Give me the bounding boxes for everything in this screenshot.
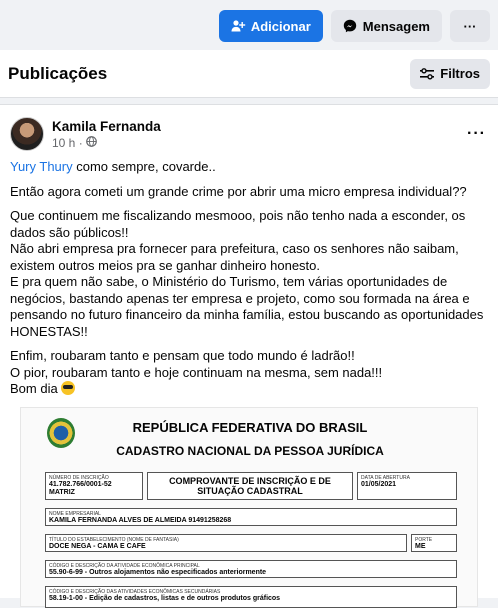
post-text	[0, 151, 498, 398]
post-options-button[interactable]: ···	[467, 125, 486, 142]
mention-rest: como sempre, covarde..	[72, 159, 216, 174]
cell-value: KAMILA FERNANDA ALVES DE ALMEIDA 91491258268	[49, 517, 232, 524]
post-header	[0, 105, 498, 151]
doc-cell-abertura	[357, 472, 457, 500]
add-person-icon	[231, 20, 245, 32]
sunglasses-emoji-icon	[61, 381, 75, 395]
cell-value: MATRIZ	[49, 489, 75, 496]
doc-row	[45, 586, 457, 608]
author-block	[52, 118, 161, 151]
doc-cell-atividades-secundarias	[45, 586, 457, 608]
cell-label: PORTE	[415, 537, 433, 543]
posts-section-header	[0, 50, 498, 98]
mention-link[interactable]: Yury Thury	[10, 159, 73, 174]
add-friend-label: Adicionar	[250, 18, 311, 34]
cell-value: 41.782.766/0001-52	[49, 481, 112, 488]
doc-row	[45, 560, 457, 578]
cell-value: DOCE NEGA - CAMA E CAFE	[49, 543, 146, 550]
doc-cell-comprovante: COMPROVANTE DE INSCRIÇÃO E DE SITUAÇÃO CADASTRAL	[147, 472, 353, 500]
post-paragraph: Então agora cometi um grande crime por abrir uma micro empresa individual??	[10, 183, 467, 199]
post-card	[0, 104, 498, 602]
cell-value: 01/05/2021	[361, 481, 397, 488]
post-paragraph: E pra quem não sabe, o Ministério do Turismo, tem várias oportunidades de negócios, bastando apenas ter empresa e projeto, como sou formada na área e pensando no futuro financeiro da minha família, estou buscando as oportunidades HONESTAS!!	[10, 274, 484, 339]
post-paragraph: Enfim, roubaram tanto e pensam que todo mundo é ladrão!!	[10, 348, 355, 363]
doc-cell-fantasia	[45, 534, 407, 552]
post-paragraph: Não abri empresa pra fornecer para prefeitura, caso os senhores não saibam, existem outros meios pra se ganhar dinheiro honesto.	[10, 241, 459, 273]
post-paragraph: Que continuem me fiscalizando mesmooo, pois não tenho nada a esconder, os dados são públicos!!	[10, 208, 466, 240]
cell-value: ME	[415, 543, 426, 550]
doc-title: REPÚBLICA FEDERATIVA DO BRASIL	[132, 420, 368, 435]
cell-label: DATA DE ABERTURA	[361, 475, 410, 481]
cell-label: TÍTULO DO ESTABELECIMENTO (NOME DE FANTASIA)	[49, 537, 179, 543]
doc-cell-atividade-principal	[45, 560, 457, 578]
filter-icon	[420, 68, 434, 80]
post-paragraph: O pior, roubaram tanto e hoje continuam na mesma, sem nada!!!	[10, 364, 383, 380]
profile-action-bar	[219, 10, 490, 42]
cell-value: 58.19-1-00 - Edição de cadastros, listas e de outros produtos gráficos	[49, 595, 281, 602]
cell-label: CÓDIGO E DESCRIÇÃO DAS ATIVIDADES ECONÔMICAS SECUNDÁRIAS	[49, 589, 221, 595]
filters-button[interactable]	[410, 59, 490, 89]
post-paragraph	[10, 159, 488, 176]
more-options-button[interactable]: ···	[450, 10, 490, 42]
section-title: Publicações	[8, 63, 108, 83]
author-name[interactable]: Kamila Fernanda	[52, 118, 161, 134]
post-paragraph	[10, 381, 488, 398]
post-time[interactable]: 10 h ·	[52, 135, 83, 150]
post-meta	[52, 135, 161, 151]
doc-cell-porte	[411, 534, 457, 552]
doc-row	[45, 472, 457, 500]
add-friend-button[interactable]	[219, 10, 323, 42]
cell-value: 55.90-6-99 - Outros alojamentos não especificados anteriormente	[49, 569, 267, 576]
filters-label: Filtros	[440, 66, 480, 81]
doc-row	[45, 508, 457, 526]
doc-row	[45, 534, 457, 552]
globe-icon	[86, 135, 97, 151]
cell-label: CÓDIGO E DESCRIÇÃO DA ATIVIDADE ECONÔMICA PRINCIPAL	[49, 563, 200, 569]
greeting-text: Bom dia	[10, 381, 58, 396]
cell-label: NÚMERO DE INSCRIÇÃO	[49, 475, 109, 481]
doc-subtitle: CADASTRO NACIONAL DA PESSOA JURÍDICA	[116, 444, 384, 458]
doc-cell-nome	[45, 508, 457, 526]
doc-cell-inscricao	[45, 472, 143, 500]
messenger-icon	[343, 19, 357, 33]
cnpj-document-image[interactable]	[20, 407, 478, 607]
message-button[interactable]	[331, 10, 442, 42]
message-label: Mensagem	[362, 18, 430, 34]
cell-label: NOME EMPRESARIAL	[49, 511, 101, 517]
author-avatar[interactable]	[10, 117, 44, 151]
